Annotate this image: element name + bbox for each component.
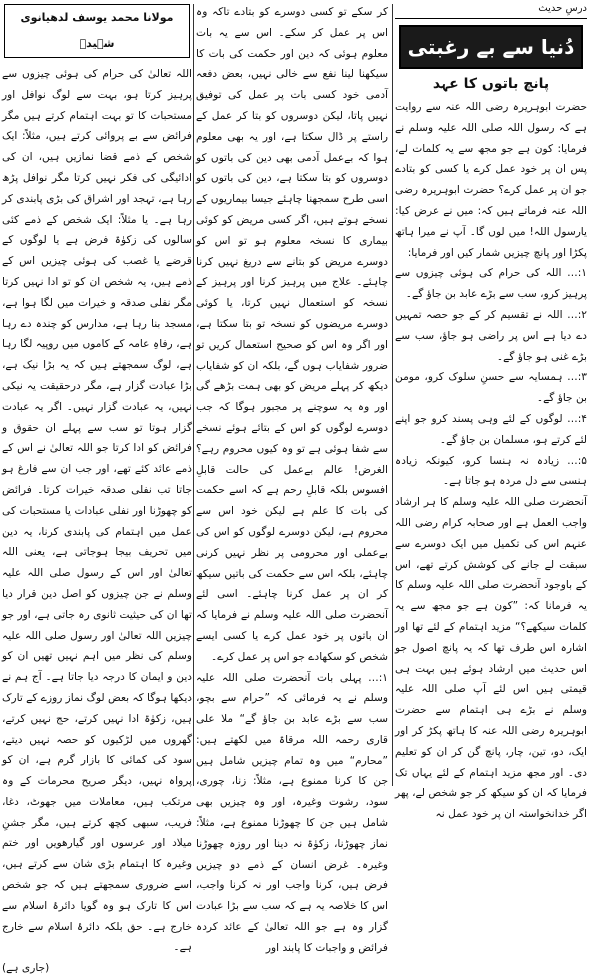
left-column [2,2,192,975]
banner-title: دُنیا سے بے رغبتی [399,25,583,69]
column-divider [392,4,393,786]
list-item-5: ۵:… زیادہ نہ ہنسا کرو، کیونکہ زیادہ ہنسی سے دل مردہ ہو جاتا ہے۔ [395,454,587,488]
author-box: مولانا محمد یوسف لدھیانوی شہیدؒ [4,4,190,58]
list-item-1: ۱:… اللہ کی حرام کی ہوئی چیزوں سے پرہیز کرو، سب سے بڑے عابد بن جاؤ گے۔ [395,267,587,301]
commentary-paragraph: آنحضرت صلی اللہ علیہ وسلم کا ہر ارشاد واجب العمل ہے اور صحابہ کرام رضی اللہ عنہم اس کی تکمیل میں ایک دوسرے سے سبقت لے جانے کی کوشش کرتے تھے، اس کے باوجود آنحضرت صلی اللہ علیہ وسلم کا یہ فرمانا کہ: ”کون ہے جو مجھ سے یہ کلمات سیکھے؟“ مزید اہتمام کے لئے تھا اور اشارہ اس طرف تھا کہ یہ پانچ اصول جو اس حدیث میں ارشاد ہوئے ہیں بہت ہی قیمتی ہیں اس لئے آپ صلی اللہ علیہ وسلم نے بڑے ہی اہتمام سے حضرت ابوہریرہ رضی اللہ عنہ کا ہاتھ پکڑ کر اور ایک، دو، تین، چار، پانچ گن کر ان کو تعلیم دی۔ اور مجھ مزید اہتمام کے لئے یہاں تک فرمایا کہ ان کو سیکھ کر جو شخص لے، پھر اگر خدانخواستہ ان پر خود عمل نہ [395,496,587,821]
list-item-4: ۴:… لوگوں کے لئے وہی پسند کرو جو اپنے لئے کرتے ہو، مسلمان بن جاؤ گے۔ [395,412,587,446]
list-item-3: ۳:… ہمسایہ سے حسنِ سلوک کرو، مومن بن جاؤ گے۔ [395,371,587,405]
list-item-2: ۲:… اللہ نے تقسیم کر کے جو حصہ تمہیں دے دیا ہے اس پر راضی ہو جاؤ، سب سے بڑے غنی ہو جاؤ گے۔ [395,308,587,363]
intro-paragraph: حضرت ابوہریرہ رضی اللہ عنہ سے روایت ہے کہ رسول اللہ صلی اللہ علیہ وسلم نے فرمایا: کون ہے جو مجھ سے یہ کلمات لے، پس ان پر خود عمل کرے یا کسی کو بتادے جو ان پر عمل کرے؟ حضرت ابوہریرہ رضی اللہ عنہ فرماتے ہیں کہ: میں نے عرض کیا: یارسول اللہ! میں لوں گا۔ آپ نے میرا ہاتھ پکڑا اور پانچ چیزیں شمار کیں اور فرمایا: [395,101,587,259]
continued-note: (جاری ہے) [2,962,50,975]
right-column [395,2,587,821]
column-divider [193,4,194,786]
section-tag: درسِ حدیث [395,2,587,19]
middle-paragraph-2: ۱:… پہلی بات آنحضرت صلی اللہ علیہ وسلم نے یہ فرمائی کہ ”حرام سے بچو، سب سے بڑے عابد بن جاؤ گے“ ملا علی قاری رحمہ اللہ مرقاۃ میں لکھتے ہیں: ”محارم“ میں وہ تمام چیزیں شامل ہیں جن کا کرنا ممنوع ہے، مثلاً: زنا، چوری، سود، رشوت وغیرہ، اور وہ چیزیں بھی شامل ہیں جن کا چھوڑنا ممنوع ہے، مثلاً: نماز چھوڑنا، زکوٰۃ نہ دینا اور روزہ چھوڑنا وغیرہ۔ غرض انسان کے ذمے دو چیزیں فرض ہیں، کرنا واجب اور نہ کرنا واجب، اس کا خلاصہ یہ ہے کہ سب سے بڑا عبادت گزار وہ ہے جو اللہ تعالیٰ کے عائد کردہ فرائض و واجبات کا پابند اور [196,671,388,954]
left-paragraph: اللہ تعالیٰ کی حرام کی ہوئی چیزوں سے پرہیز کرتا ہو، بہت سے لوگ نوافل اور مستحبات کا تو بہت اہتمام کرتے ہیں مگر فرائض سے بے پروائی کرتے ہیں، مثلاً: ایک شخص کے ذمے قضا نمازیں ہیں، ان کی ادائیگی کی فکر نہیں کرتا مگر نوافل پڑھ رہا ہے، تہجد اور اشراق کی بڑی پابندی کر رہا ہے۔ یا مثلاً: ایک شخص کے ذمے کئی سالوں کی زکوٰۃ فرض ہے یا لوگوں کے قرضے یا غصب کی ہوئی چیزیں اس کے ذمے ہیں، یہ شخص ان کو تو ادا نہیں کرتا مگر نفلی صدقہ و خیرات میں لگا ہوا ہے، مسجد بنا رہا ہے، مدارس کو چندہ دے رہا ہے، رفاہِ عامہ کے کاموں میں روپیہ لگا رہا ہے، لوگ سمجھتے ہیں کہ یہ بڑا نیک ہے، بڑا عبادت گزار ہے، مگر درحقیقت یہ نیکی نہیں، یہ عبادت گزار نہیں۔ اگر یہ عبادت گزار ہوتا تو سب سے پہلے ان حقوق و فرائض کو ادا کرتا جو اللہ تعالیٰ نے اس کے ذمے عائد کئے تھے، اور جب ان سے فارغ ہو جاتا تب نفلی صدقہ خیرات کرتا۔ فرائض کو چھوڑنا اور نفلی عبادات یا مستحبات کی عمل میں اہتمام کی پابندی کرنا، یہ دین میں تحریف بیجا ہوجاتی ہے، یعنی اللہ تعالیٰ اور اس کے رسول صلی اللہ علیہ وسلم نے جن چیزوں کو اصل دین قرار دیا تھا ان کی حیثیت ثانوی رہ جاتی ہے، اور جو چیزیں اللہ تعالیٰ اور رسول صلی اللہ علیہ وسلم کی نظر میں اہم نہیں تھیں ان کو دین و ایمان کا درجہ دیا جاتا ہے۔ آج ہم نے دیکھا ہوگا کہ بعض لوگ نماز روزے کے تارک ہیں، زکوٰۃ ادا نہیں کرتے، حج نہیں کرتے، گھروں میں لڑکیوں کو حصہ نہیں دیتے، سود کی کمائی کا بازار گرم ہے، ان کو پرواہ نہیں، دیگر صریح محرمات کے وہ مرتکب ہیں، معاملات میں جھوٹ، دغا، فریب، سبھی کچھ کرتے ہیں، مگر جشنِ میلاد اور عرسوں اور گیارھویں اور ختم وغیرہ کا اہتمام بڑی شان سے کرتے ہیں، اسے ضروری سمجھتے ہیں کہ جو شخص اس کا تارک ہو وہ گویا دائرۂ اسلام سے خارج ہے۔ حق بلکہ دائرۂ اسلام سے خارج ہے۔ [2,68,192,954]
article-heading: پانچ باتوں کا عہد [432,76,550,92]
middle-column [196,2,388,954]
middle-paragraph-1: کر سکے تو کسی دوسرے کو بتادے تاکہ وہ اس پر عمل کر سکے۔ اس سے یہ بات معلوم ہوئی کہ دین اور حکمت کی بات کا سیکھنا لینا نفع سے خالی نہیں، بعض دفعہ آدمی خود کسی بات پر عمل کی توفیق نہیں پاتا، لیکن دوسروں کو بتا کر عمل کے راستے پر ڈال سکتا ہے، اور یہ بھی معلوم ہوا کہ بےعمل آدمی بھی دین کی باتوں کو دوسروں کو بتا سکتا ہے، دین کی باتوں کو اسی طرح سمجھنا چاہئے جیسا بیماریوں کے نسخے ہوتے ہیں، اگر کسی مریض کو کوئی بیماری کا نسخہ معلوم ہو تو اس کو دوسرے مریض کو بتانے سے دریغ نہیں کرنا چاہئے۔ علاج میں پرہیز کرنا اور پرہیز کے نسخہ کو استعمال نہیں کرتا، یا کوئی دوسرے مریضوں کو نسخہ تو بتا سکتا ہے، اور اگر وہ اس کو صحیح استعمال کریں تو ضرور شفایاب ہوں گے، بلکہ ان کو شفایاب دیکھ کر پہلے مریض کو بھی ہمت بڑھے گی اور وہ یہ سوچنے پر مجبور ہوگا کہ جب دوسرے لوگوں کو اس کے بتائے ہوئے نسخے سے شفا ہوئی ہے تو وہ کیوں محروم رہے؟ الغرض! عالم بےعمل کی حالت قابلِ افسوس بلکہ قابلِ رحم ہے کہ اسے حکمت کی بات کا علم ہے لیکن خود اس سے محروم ہے، لیکن دوسرے لوگوں کو اس کی بےعملی اور محرومی پر نظر نہیں کرنی چاہئے، بلکہ اس سے حکمت کی باتیں سیکھ کر ان پر عمل کرنا چاہئے۔ اسی لئے آنحضرت صلی اللہ علیہ وسلم نے فرمایا کہ ان باتوں پر خود عمل کرے یا کسی ایسے شخص کو سکھادے جو اس پر عمل کرے۔ [196,6,388,663]
